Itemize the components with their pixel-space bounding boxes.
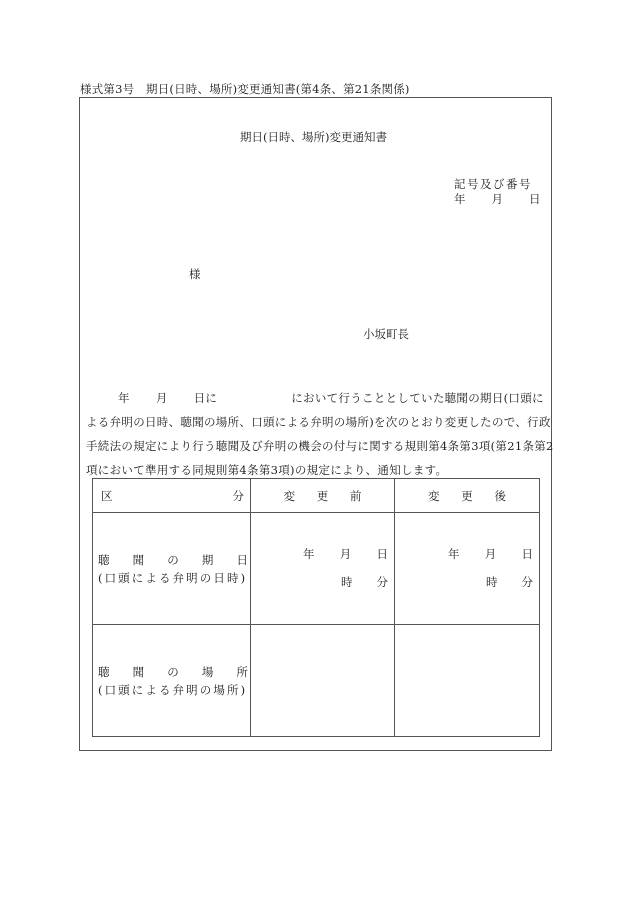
label-hearing-place: 聴 聞 の 場 所 (口頭による弁明の場所) <box>93 625 251 737</box>
change-table <box>92 478 540 737</box>
table-header-row <box>93 479 540 513</box>
issue-date <box>454 191 541 207</box>
date-day: 日 <box>529 192 541 206</box>
header-before: 変 更 前 <box>251 479 395 513</box>
date-after-cell: 年 月 日 時 分 <box>395 513 540 625</box>
notice-body <box>86 386 554 482</box>
issuer-name: 小坂町長 <box>363 327 409 341</box>
place-before-cell <box>251 625 395 737</box>
label-hearing-date: 聴 聞 の 期 日 (口頭による弁明の日時) <box>93 513 251 625</box>
date-before-cell: 年 月 日 時 分 <box>251 513 395 625</box>
form-label: 様式第3号 期日(日時、場所)変更通知書(第4条、第21条関係) <box>80 82 410 96</box>
reference-number-label: 記号及び番号 <box>454 177 532 191</box>
table-row-place <box>93 625 540 737</box>
document-title: 期日(日時、場所)変更通知書 <box>240 130 387 144</box>
date-year: 年 <box>454 192 466 206</box>
place-after-cell <box>395 625 540 737</box>
date-month: 月 <box>491 192 503 206</box>
table-row-date <box>93 513 540 625</box>
body-line-4: 項において準用する同規則第4条第3項)の規定により、通知します。 <box>86 463 448 477</box>
addressee-suffix: 様 <box>189 267 201 281</box>
body-line-1: 年 月 日に において行うこととしていた聴聞の期日(口頭に <box>118 391 544 405</box>
header-kubun: 区 分 <box>93 479 251 513</box>
body-line-3: 手続法の規定により行う聴聞及び弁明の機会の付与に関する規則第4条第3項(第21条第2 <box>86 439 554 453</box>
header-after: 変 更 後 <box>395 479 540 513</box>
body-line-2: よる弁明の日時、聴聞の場所、口頭による弁明の場所)を次のとおり変更したので、行政 <box>86 415 551 429</box>
